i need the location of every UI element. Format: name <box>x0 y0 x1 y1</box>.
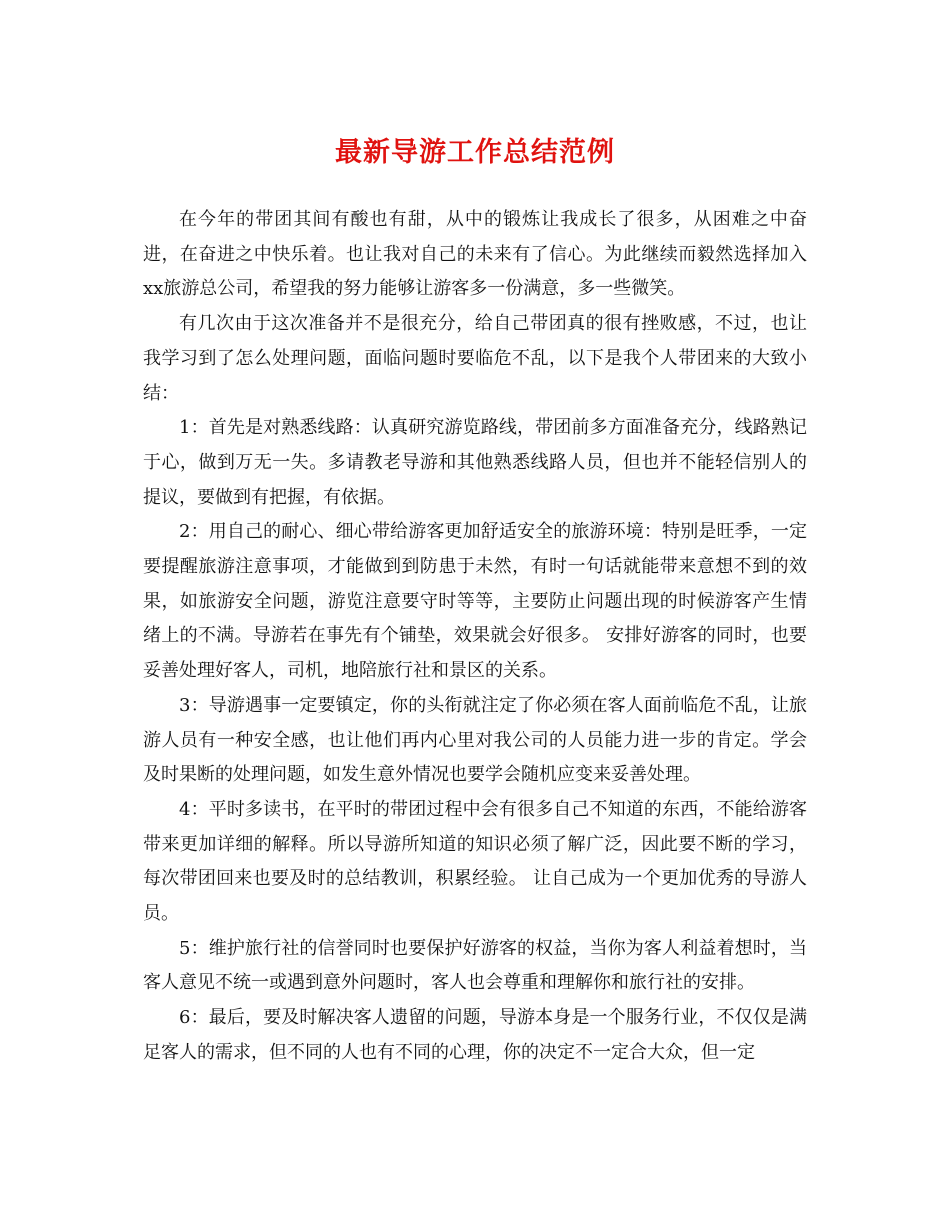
paragraph-summary-lead: 有几次由于这次准备并不是很充分，给自己带团真的很有挫败感，不过，也让我学习到了怎么处理问题，面临问题时要临危不乱，以下是我个人带团来的大致小结： <box>143 313 807 404</box>
paragraph-point-6: 6：最后，要及时解决客人遗留的问题，导游本身是一个服务行业，不仅仅是满足客人的需求，但不同的人也有不同的心理，你的决定不一定合大众，但一定 <box>143 1007 807 1063</box>
paragraph-intro: 在今年的带团其间有酸也有甜，从中的锻炼让我成长了很多，从困难之中奋进，在奋进之中快乐着。也让我对自己的未来有了信心。为此继续而毅然选择加入xx旅游总公司，希望我的努力能够让游客多一份满意，多一些微笑。 <box>143 209 807 300</box>
paragraph-point-2: 2：用自己的耐心、细心带给游客更加舒适安全的旅游环境：特别是旺季，一定要提醒旅游注意事项，才能做到到防患于未然，有时一句话就能带来意想不到的效果，如旅游安全问题，游览注意要守时等等，主要防止问题出现的时候游客产生情绪上的不满。导游若在事先有个铺垫，效果就会好很多。 安排好游客的同时，也要妥善处理好客人，司机，地陪旅行社和景区的关系。 <box>143 521 807 682</box>
paragraph-point-3: 3：导游遇事一定要镇定，你的头衔就注定了你必须在客人面前临危不乱，让旅游人员有一种安全感，也让他们再内心里对我公司的人员能力进一步的肯定。学会及时果断的处理问题，如发生意外情况也要学会随机应变来妥善处理。 <box>143 694 807 786</box>
paragraph-point-4: 4：平时多读书，在平时的带团过程中会有很多自己不知道的东西，不能给游客带来更加详细的解释。所以导游所知道的知识必须了解广泛，因此要不断的学习，每次带团回来也要及时的总结教训，积累经验。 让自己成为一个更加优秀的导游人员。 <box>143 798 807 925</box>
paragraph-point-5: 5：维护旅行社的信誉同时也要保护好游客的权益，当你为客人利益着想时，当客人意见不统一或遇到意外问题时，客人也会尊重和理解你和旅行社的安排。 <box>143 937 807 994</box>
document-body <box>143 203 807 1071</box>
paragraph-point-1: 1：首先是对熟悉线路：认真研究游览路线，带团前多方面准备充分，线路熟记于心，做到万无一失。多请教老导游和其他熟悉线路人员，但也并不能轻信别人的提议，要做到有把握，有依据。 <box>143 417 807 508</box>
document-title: 最新导游工作总结范例 <box>335 137 615 168</box>
